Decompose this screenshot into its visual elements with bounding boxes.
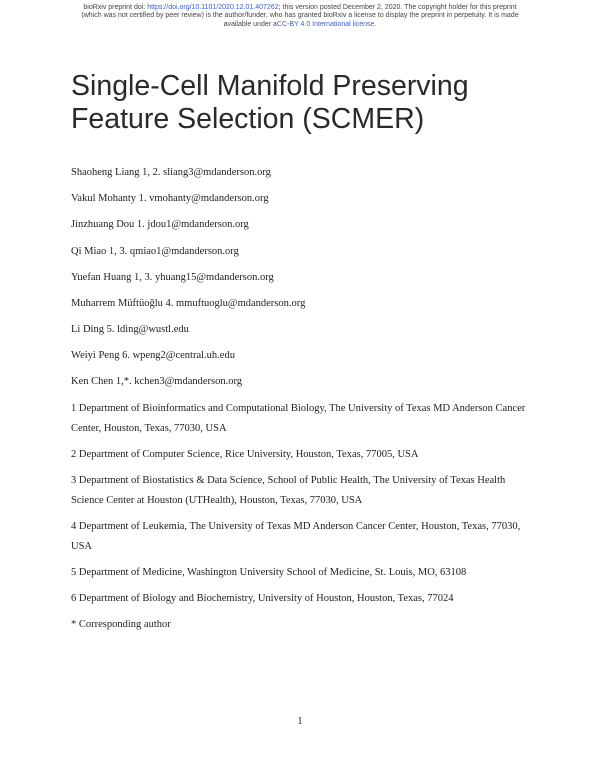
affiliation-line: 1 Department of Bioinformatics and Computational Biology, The University of Texas MD Anderson Cancer Center, Houston, Texas, 77030, USA: [71, 403, 526, 434]
author-line: Jinzhuang Dou 1. jdou1@mdanderson.org: [71, 219, 249, 230]
author-line: Muharrem Müftüoğlu 4. mmuftuoglu@mdanderson.org: [71, 298, 306, 309]
author-line: Yuefan Huang 1, 3. yhuang15@mdanderson.org: [71, 272, 274, 283]
header-line-3: available under aCC-BY 4.0 International license.: [223, 20, 377, 28]
author-line: Li Ding 5. lding@wustl.edu: [71, 324, 189, 335]
title-line-2: Feature Selection (SCMER): [71, 103, 425, 135]
affiliation-line: 2 Department of Computer Science, Rice University, Houston, Texas, 77005, USA: [71, 449, 419, 460]
affiliation-line: 6 Department of Biology and Biochemistry, University of Houston, Houston, Texas, 77024: [71, 593, 454, 604]
corresponding-author-note: * Corresponding author: [71, 619, 171, 630]
affiliation-line: 4 Department of Leukemia, The University of Texas MD Anderson Cancer Center, Houston, Texas, 77030, USA: [71, 521, 521, 552]
doi-link[interactable]: https://doi.org/10.1101/2020.12.01.407262: [147, 4, 279, 11]
author-line: Vakul Mohanty 1. vmohanty@mdanderson.org: [71, 193, 269, 204]
title-line-1: Single-Cell Manifold Preserving: [71, 70, 469, 102]
license-link[interactable]: CC-BY 4.0 International license: [276, 20, 375, 28]
preprint-header: [40, 4, 560, 29]
header-line-2: (which was not certified by peer review) is the author/funder, who has granted bioRxiv a license to display the preprint in perpetuity. It is made: [81, 12, 519, 20]
paper-title: [71, 70, 541, 136]
page-number: 1: [297, 716, 303, 727]
author-line: Qi Miao 1, 3. qmiao1@mdanderson.org: [71, 246, 239, 257]
author-line: Weiyi Peng 6. wpeng2@central.uh.edu: [71, 350, 235, 361]
affiliation-line: 3 Department of Biostatistics & Data Science, School of Public Health, The University of Texas Health Science Center at Houston (UTHealth), Houston, Texas, 77030, USA: [71, 475, 506, 506]
affiliation-line: 5 Department of Medicine, Washington University School of Medicine, St. Louis, MO, 63108: [71, 567, 467, 578]
author-line: Shaoheng Liang 1, 2. sliang3@mdanderson.org: [71, 167, 271, 178]
author-line: Ken Chen 1,*. kchen3@mdanderson.org: [71, 376, 243, 387]
header-line-1: bioRxiv preprint doi: https://doi.org/10.1101/2020.12.01.407262; this version posted December 2, 2020. The copyright holder for this preprint: [83, 4, 517, 11]
